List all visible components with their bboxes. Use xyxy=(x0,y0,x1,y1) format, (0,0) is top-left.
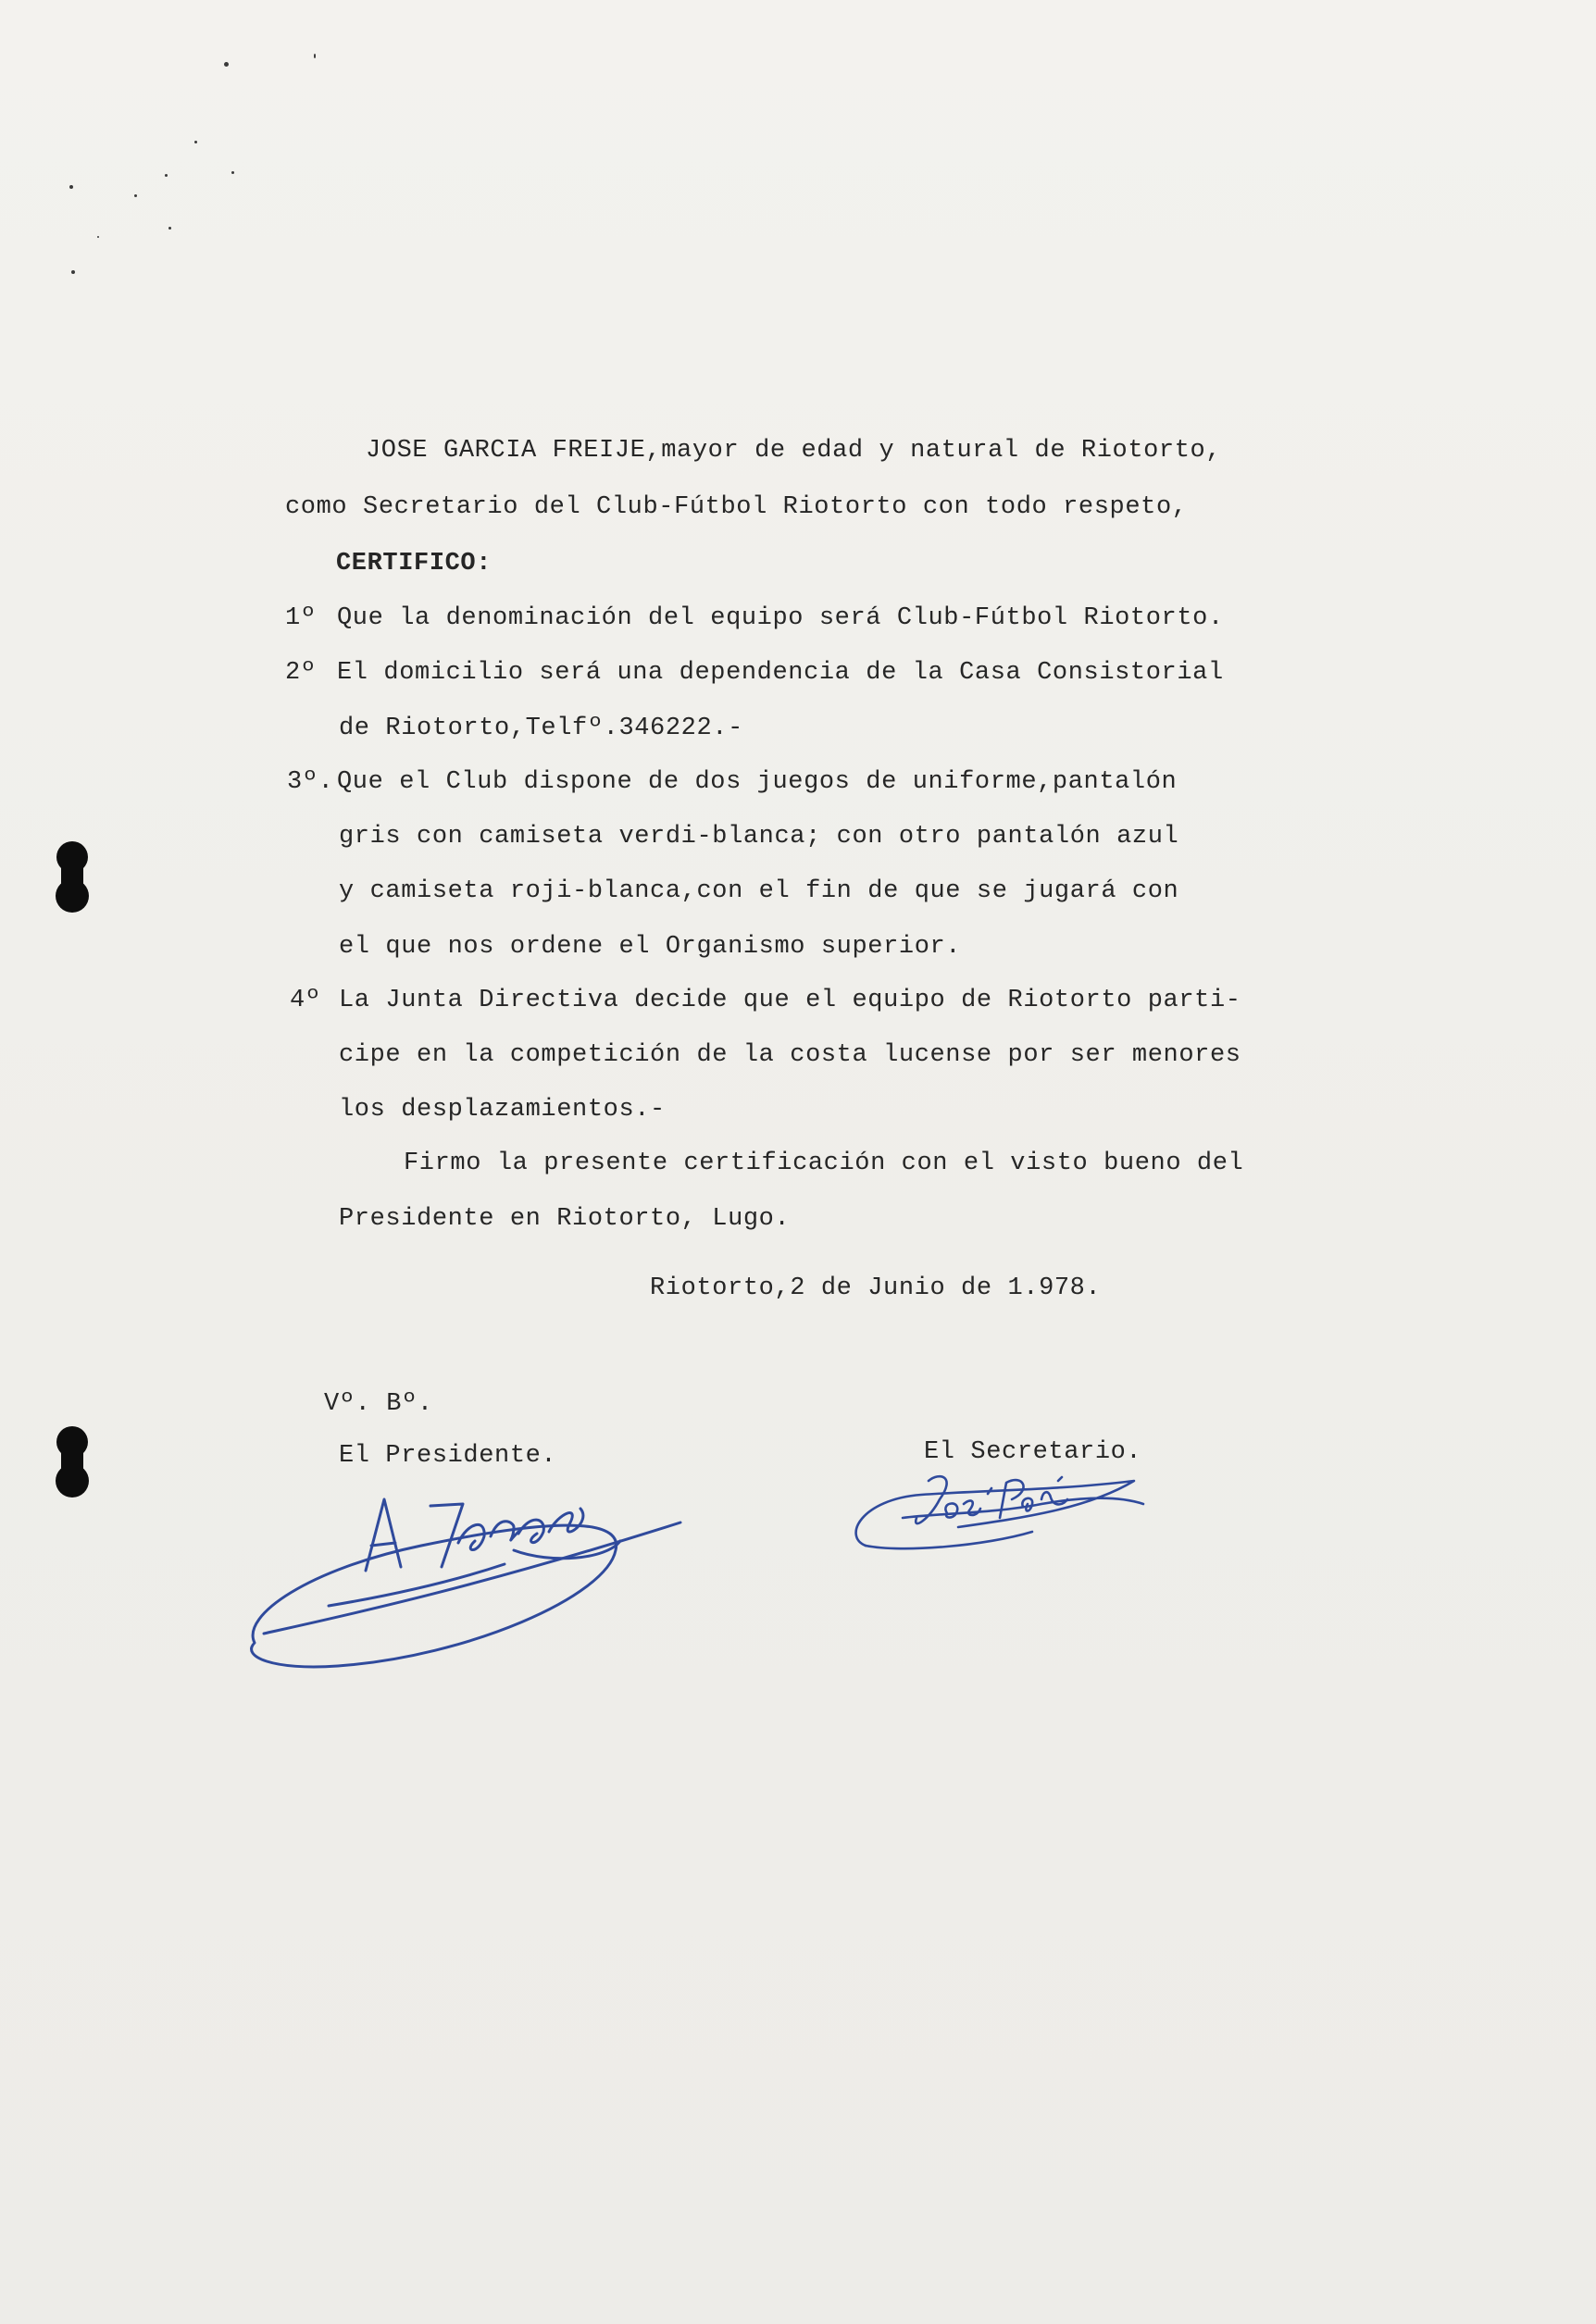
speck-mark xyxy=(97,236,99,238)
item-4-line-3: los desplazamientos.- xyxy=(339,1096,666,1124)
punch-hole-lower xyxy=(54,1423,91,1501)
closing-line-1: Firmo la presente certificación con el visto bueno del xyxy=(404,1150,1244,1177)
item-3-line-2: gris con camiseta verdi-blanca; con otro pantalón azul xyxy=(339,823,1179,851)
secretario-label: El Secretario. xyxy=(924,1438,1142,1466)
item-1-line-1: Que la denominación del equipo será Club-Fútbol Riotorto. xyxy=(337,604,1224,632)
item-3-line-1: Que el Club dispone de dos juegos de uniforme,pantalón xyxy=(337,768,1178,796)
item-4-line-2: cipe en la competición de la costa lucense por ser menores xyxy=(339,1041,1241,1069)
speck-mark xyxy=(168,227,171,230)
speck-mark xyxy=(224,62,229,67)
item-2-line-1: El domicilio será una dependencia de la Casa Consistorial xyxy=(337,659,1224,687)
speck-mark xyxy=(314,54,316,58)
visto-bueno-label: Vº. Bº. xyxy=(324,1390,433,1418)
item-2-number: 2º xyxy=(285,659,317,687)
item-4-line-1: La Junta Directiva decide que el equipo de Riotorto parti- xyxy=(339,987,1241,1014)
item-3-line-4: el que nos ordene el Organismo superior. xyxy=(339,933,962,961)
punch-hole-upper xyxy=(54,839,91,916)
closing-line-2: Presidente en Riotorto, Lugo. xyxy=(339,1205,791,1233)
presidente-label: El Presidente. xyxy=(339,1442,557,1470)
speck-mark xyxy=(69,185,73,189)
item-4-number: 4º xyxy=(290,987,321,1014)
item-3-line-3: y camiseta roji-blanca,con el fin de que se jugará con xyxy=(339,877,1179,905)
intro-line-1: JOSE GARCIA FREIJE,mayor de edad y natural de Riotorto, xyxy=(366,437,1222,465)
speck-mark xyxy=(194,141,197,143)
presidente-signature xyxy=(236,1458,699,1689)
speck-mark xyxy=(231,171,234,174)
certifico-heading: CERTIFICO: xyxy=(336,550,493,578)
date-line: Riotorto,2 de Junio de 1.978. xyxy=(650,1274,1102,1302)
item-3-number: 3º. xyxy=(287,768,334,796)
speck-mark xyxy=(134,194,137,197)
item-1-number: 1º xyxy=(285,604,317,632)
item-2-line-2: de Riotorto,Telfº.346222.- xyxy=(339,715,743,742)
speck-mark xyxy=(165,174,168,177)
intro-line-2: como Secretario del Club-Fútbol Riotorto con todo respeto, xyxy=(285,493,1188,521)
speck-mark xyxy=(71,270,75,274)
secretario-signature xyxy=(847,1462,1162,1564)
